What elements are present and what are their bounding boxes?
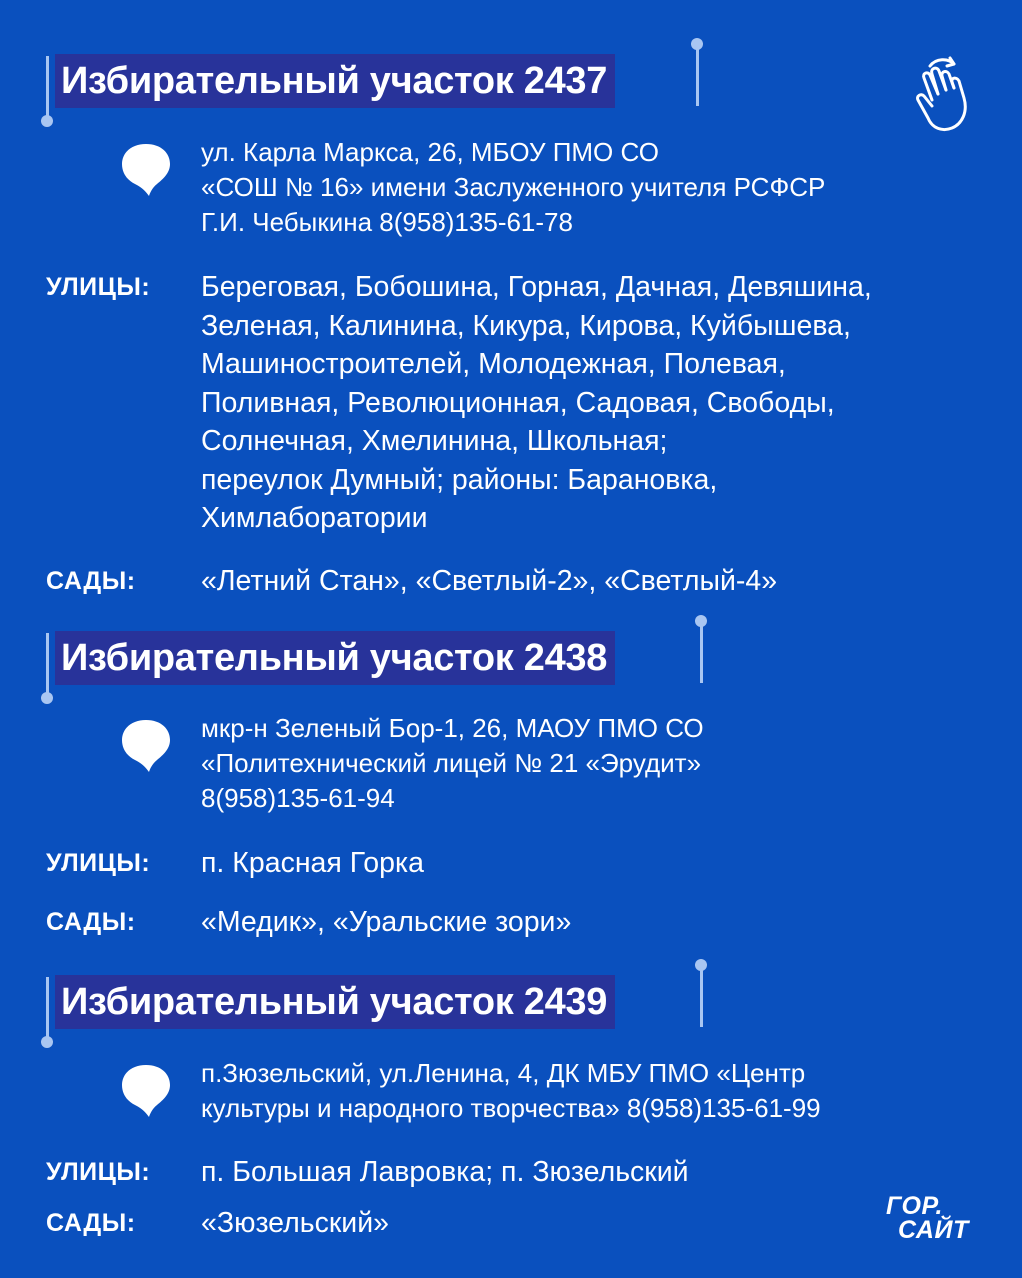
speech-bubble-icon	[120, 718, 172, 774]
title-left-dot	[41, 1036, 53, 1048]
streets-list: п. Большая Лавровка; п. Зюзельский	[201, 1156, 689, 1188]
title-right-dot	[695, 615, 707, 627]
title-right-dot	[695, 959, 707, 971]
streets-label: УЛИЦЫ:	[46, 849, 151, 877]
title-right-rule	[700, 965, 703, 1027]
hand-swipe-icon	[910, 52, 976, 136]
streets-list: п. Красная Горка	[201, 847, 424, 879]
streets-list: Береговая, Бобошина, Горная, Дачная, Девяшина, Зеленая, Калинина, Кикура, Кирова, Куйбышева, Машиностроителей, Молодежная, Полевая, Поливная, Революционная, Садовая, Свободы, Солнечная, Хмелинина, Школьная; переулок Думный; районы: Барановка, Химлаборатории	[201, 271, 872, 534]
title-right-rule	[696, 44, 699, 106]
logo-line-1: ГОР.	[886, 1192, 943, 1220]
gardens-list: «Летний Стан», «Светлый-2», «Светлый-4»	[201, 565, 778, 597]
precinct-address: п.Зюзельский, ул.Ленина, 4, ДК МБУ ПМО «Центр культуры и народного творчества» 8(958)135-61-99	[201, 1058, 821, 1123]
title-left-rule	[46, 977, 49, 1039]
precinct-title-text: Избирательный участок 2439	[55, 975, 615, 1029]
title-right-rule	[700, 621, 703, 683]
precinct-title-text: Избирательный участок 2437	[55, 54, 615, 108]
gardens-label: САДЫ:	[46, 1209, 136, 1237]
streets-label: УЛИЦЫ:	[46, 273, 151, 301]
title-left-dot	[41, 692, 53, 704]
speech-bubble-icon	[120, 1063, 172, 1119]
title-right-dot	[691, 38, 703, 50]
logo-line-2: САЙТ	[898, 1216, 969, 1244]
streets-label: УЛИЦЫ:	[46, 1158, 151, 1186]
precinct-title-text: Избирательный участок 2438	[55, 631, 615, 685]
speech-bubble-icon	[120, 142, 172, 198]
gardens-list: «Медик», «Уральские зори»	[201, 906, 572, 938]
precinct-address: ул. Карла Маркса, 26, МБОУ ПМО СО «СОШ № 16» имени Заслуженного учителя РСФСР Г.И. Чебыкина 8(958)135-61-78	[201, 137, 826, 237]
gardens-label: САДЫ:	[46, 567, 136, 595]
gardens-list: «Зюзельский»	[201, 1207, 389, 1239]
gardens-label: САДЫ:	[46, 908, 136, 936]
title-left-dot	[41, 115, 53, 127]
gorsait-logo	[884, 1190, 976, 1246]
title-left-rule	[46, 633, 49, 695]
precinct-address: мкр-н Зеленый Бор-1, 26, МАОУ ПМО СО «Политехнический лицей № 21 «Эрудит» 8(958)135-61-94	[201, 713, 704, 813]
title-left-rule	[46, 56, 49, 118]
